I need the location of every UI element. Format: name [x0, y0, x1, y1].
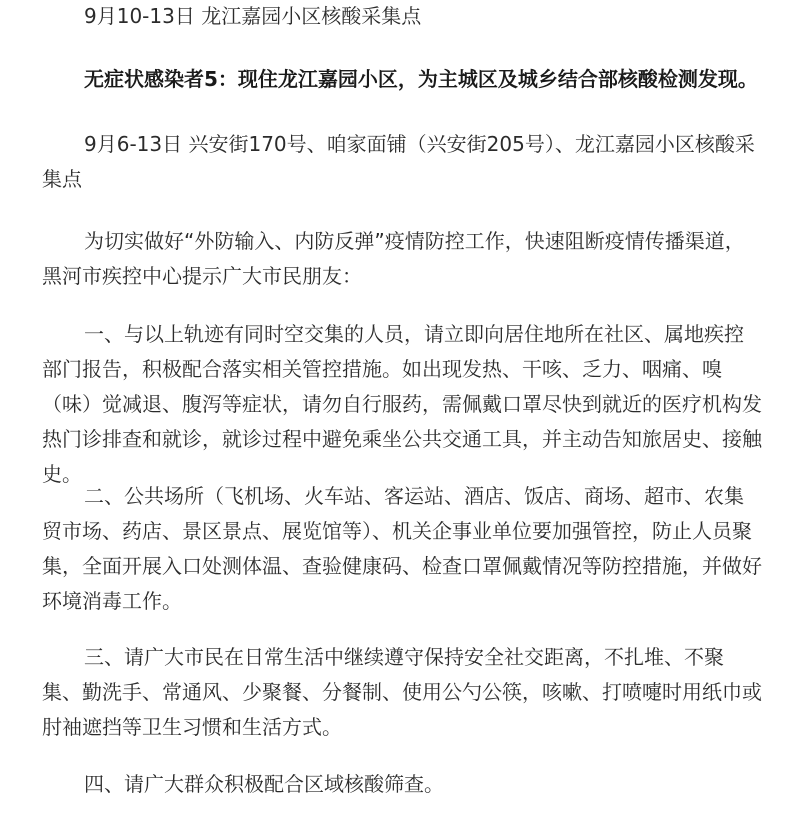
paragraph-item-2-public-places: 二、公共场所（飞机场、火车站、客运站、酒店、饭店、商场、超市、农集贸市场、药店、景区景点、展览馆等）、机关企事业单位要加强管控，防止人员聚集，全面开展入口处测体温、查验健康码、检查口罩佩戴情况等防控措施，并做好环境消毒工作。 — [42, 484, 762, 613]
paragraph-item-3-hygiene: 三、请广大市民在日常生活中继续遵守保持安全社交距离，不扎堆、不聚集、勤洗手、常通风、少聚餐、分餐制、使用公勺公筷，咳嗽、打喷嚏时用纸巾或肘袖遮挡等卫生习惯和生活方式。 — [42, 645, 762, 739]
paragraph-item-4-screening: 四、请广大群众积极配合区域核酸筛查。 — [84, 772, 444, 796]
paragraph-asymptomatic-case-5: 无症状感染者5：现住龙江嘉园小区，为主城区及城乡结合部核酸检测发现。 — [84, 67, 758, 91]
paragraph-cdc-notice-intro: 为切实做好“外防输入、内防反弹”疫情防控工作，快速阻断疫情传播渠道，黑河市疾控中心提示广大市民朋友： — [42, 229, 745, 288]
paragraph-collection-point-longjiang: 9月10-13日 龙江嘉园小区核酸采集点 — [84, 4, 422, 28]
paragraph-item-1-report: 一、与以上轨迹有同时空交集的人员，请立即向居住地所在社区、属地疾控部门报告，积极配合落实相关管控措施。如出现发热、干咳、乏力、咽痛、嗅（味）觉减退、腹泻等症状，请勿自行服药，需佩戴口罩尽快到就近的医疗机构发热门诊排查和就诊，就诊过程中避免乘坐公共交通工具，并主动告知旅居史、接触史。 — [42, 322, 762, 486]
paragraph-trajectory-sep-6-13: 9月6-13日 兴安街170号、咱家面铺（兴安街205号）、龙江嘉园小区核酸采集点 — [42, 132, 755, 191]
